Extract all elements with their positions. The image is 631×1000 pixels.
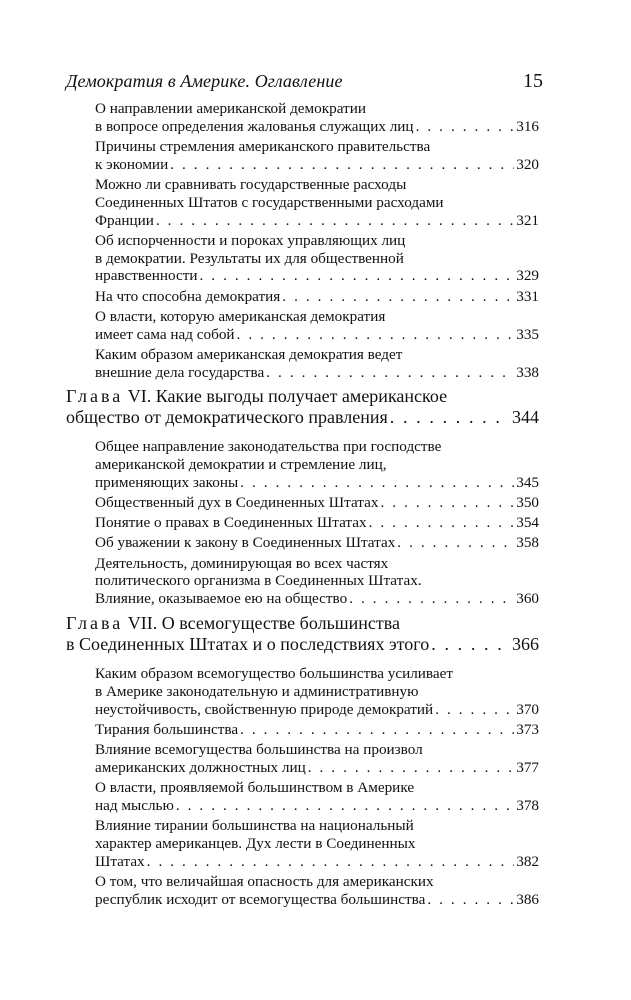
toc-entry-line: Каким образом американская демократия ведет bbox=[95, 345, 403, 363]
leader-dots bbox=[427, 891, 514, 909]
toc-entry-line: нравственности bbox=[95, 267, 198, 285]
chapter-title-line: VII. О всемогуществе большинства bbox=[127, 613, 401, 634]
leader-dots bbox=[156, 212, 514, 230]
running-header bbox=[66, 70, 543, 93]
toc-entry-line: над мыслью bbox=[95, 796, 174, 814]
toc-page-ref: 378 bbox=[516, 796, 539, 814]
toc-entry-line: Тирания большинства bbox=[95, 720, 239, 738]
leader-dots bbox=[390, 407, 510, 428]
leader-dots bbox=[308, 759, 515, 777]
toc-entry-line: Об уважении к закону в Соединенных Штатах bbox=[95, 534, 396, 552]
leader-dots bbox=[176, 797, 514, 815]
toc-page-ref: 382 bbox=[516, 852, 539, 870]
leader-dots bbox=[435, 701, 514, 719]
toc-entry bbox=[95, 494, 539, 512]
page-number: 15 bbox=[523, 70, 543, 92]
chapter-title-line: в Соединенных Штатах и о последствиях этого bbox=[66, 634, 430, 655]
toc-page-ref: 350 bbox=[516, 494, 539, 512]
leader-dots bbox=[240, 474, 514, 492]
toc-entry-line: Общее направление законодательства при господстве bbox=[95, 438, 442, 456]
leader-dots bbox=[282, 288, 514, 306]
leader-dots bbox=[349, 590, 514, 608]
toc-entry bbox=[95, 232, 539, 285]
toc-entry-line: Влияние тирании большинства на национальный bbox=[95, 816, 414, 834]
chapter-title-line: VI. Какие выгоды получает американское bbox=[127, 386, 448, 407]
chapter-title-line: общество от демократического правления bbox=[66, 407, 388, 428]
toc-entry-line: Влияние, оказываемое ею на общество bbox=[95, 590, 348, 608]
leader-dots bbox=[147, 853, 515, 871]
toc-page-ref: 345 bbox=[516, 473, 539, 491]
toc-entry-line: Можно ли сравнивать государственные расходы bbox=[95, 175, 407, 193]
leader-dots bbox=[380, 494, 514, 512]
leader-dots bbox=[266, 364, 514, 382]
toc-entry bbox=[95, 138, 539, 174]
toc-page-ref: 321 bbox=[516, 211, 539, 229]
toc-entry bbox=[95, 100, 539, 136]
toc-entry-line: О власти, которую американская демократия bbox=[95, 307, 386, 325]
toc-entry bbox=[95, 741, 539, 777]
toc-page-ref: 377 bbox=[516, 758, 539, 776]
toc-entry-line: Понятие о правах в Соединенных Штатах bbox=[95, 514, 367, 532]
chapter-page-ref: 344 bbox=[512, 407, 539, 428]
toc-entry-line: Об испорченности и пороках управляющих лиц bbox=[95, 231, 406, 249]
toc-entry-line: внешние дела государства bbox=[95, 363, 265, 381]
toc-entry bbox=[95, 176, 539, 229]
toc-entry-line: характер американцев. Дух лести в Соединенных bbox=[95, 834, 416, 852]
toc-entry-line: американской демократии и стремление лиц, bbox=[95, 456, 387, 474]
toc-page-ref: 386 bbox=[516, 890, 539, 908]
toc-entry-line: Каким образом всемогущество большинства усиливает bbox=[95, 665, 454, 683]
toc-entry-line: О том, что величайшая опасность для американских bbox=[95, 872, 434, 890]
leader-dots bbox=[199, 267, 514, 285]
toc-entry-line: О власти, проявляемой большинством в Америке bbox=[95, 778, 415, 796]
chapter-label: Глава bbox=[66, 386, 124, 407]
toc-page-ref: 335 bbox=[516, 325, 539, 343]
toc-entry-line: Франции bbox=[95, 211, 154, 229]
toc-entry bbox=[95, 438, 539, 491]
leader-dots bbox=[416, 118, 515, 136]
toc-entry-line: американских должностных лиц bbox=[95, 758, 306, 776]
toc-page-ref: 316 bbox=[516, 117, 539, 135]
toc-entry-line: республик исходит от всемогущества большинства bbox=[95, 890, 426, 908]
toc-entry bbox=[95, 721, 539, 739]
running-title: Демократия в Америке. Оглавление bbox=[66, 71, 343, 91]
toc-chapter bbox=[66, 386, 539, 428]
toc-entry-line: О направлении американской демократии bbox=[95, 100, 366, 117]
toc-entry-line: применяющих законы bbox=[95, 473, 239, 491]
toc-entry-line: в демократии. Результаты их для общественной bbox=[95, 249, 404, 267]
toc-entry-line: Соединенных Штатов с государственными расходами bbox=[95, 193, 444, 211]
toc-page-ref: 338 bbox=[516, 363, 539, 381]
toc-entry bbox=[95, 346, 539, 382]
toc-entry-line: Деятельность, доминирующая во всех частях bbox=[95, 554, 389, 572]
toc-entry-line: неустойчивость, свойственную природе демократий bbox=[95, 700, 434, 718]
toc-entry bbox=[95, 817, 539, 870]
toc-page-ref: 354 bbox=[516, 514, 539, 532]
toc-entry-line: На что способна демократия bbox=[95, 287, 281, 305]
leader-dots bbox=[240, 721, 514, 739]
toc-entry bbox=[95, 779, 539, 815]
leader-dots bbox=[431, 634, 510, 655]
toc-page-ref: 331 bbox=[516, 287, 539, 305]
leader-dots bbox=[170, 156, 514, 174]
toc-entry-line: имеет сама над собой bbox=[95, 325, 235, 343]
leader-dots bbox=[397, 534, 514, 552]
toc-page-ref: 370 bbox=[516, 700, 539, 718]
leader-dots bbox=[369, 514, 515, 532]
toc-entry-line: Влияние всемогущества большинства на произвол bbox=[95, 741, 423, 758]
toc-entry-line: политического организма в Соединенных Штатах. bbox=[95, 572, 422, 590]
toc-entry bbox=[95, 873, 539, 909]
toc-page-ref: 320 bbox=[516, 155, 539, 173]
leader-dots bbox=[237, 326, 515, 344]
toc-entry-line: в вопросе определения жалованья служащих лиц bbox=[95, 117, 414, 135]
toc-entry bbox=[95, 534, 539, 552]
toc-page-ref: 358 bbox=[516, 534, 539, 552]
toc-entry-line: Причины стремления американского правительства bbox=[95, 137, 431, 155]
toc-entry-line: к экономии bbox=[95, 155, 169, 173]
table-of-contents bbox=[0, 100, 631, 911]
toc-entry-line: Штатах bbox=[95, 852, 145, 870]
chapter-label: Глава bbox=[66, 613, 124, 634]
toc-page-ref: 360 bbox=[516, 590, 539, 608]
chapter-page-ref: 366 bbox=[512, 634, 539, 655]
toc-entry bbox=[95, 288, 539, 306]
toc-chapter bbox=[66, 613, 539, 655]
toc-entry bbox=[95, 308, 539, 344]
toc-entry bbox=[95, 665, 539, 718]
toc-entry-line: Общественный дух в Соединенных Штатах bbox=[95, 494, 379, 512]
toc-page-ref: 373 bbox=[516, 720, 539, 738]
toc-entry-line: в Америке законодательную и административную bbox=[95, 682, 419, 700]
toc-entry bbox=[95, 514, 539, 532]
toc-entry bbox=[95, 555, 539, 608]
toc-page-ref: 329 bbox=[516, 267, 539, 285]
